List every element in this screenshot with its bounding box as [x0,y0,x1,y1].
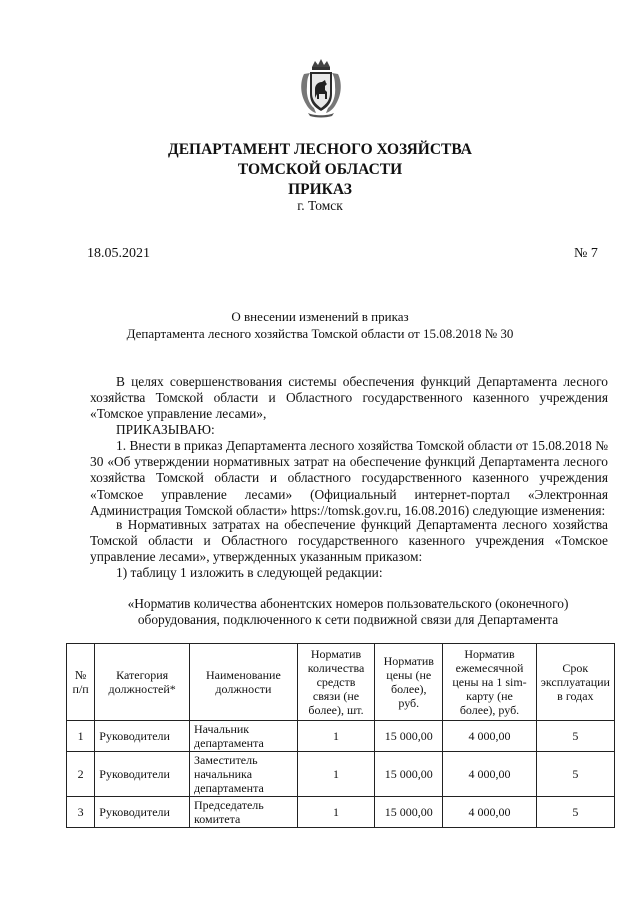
cell-position: Заместитель начальника департамента [190,752,298,797]
cell-position: Председатель комитета [190,797,298,828]
cell-category: Руководители [95,797,190,828]
cell-position: Начальник департамента [190,721,298,752]
cell-monthly-price: 4 000,00 [443,752,536,797]
cell-device-count: 1 [297,752,374,797]
subject-line-2: Департамента лесного хозяйства Томской области от 15.08.2018 № 30 [126,326,514,341]
subject-line-1: О внесении изменений в приказ [231,309,409,324]
cell-number: 2 [67,752,95,797]
cell-service-life: 5 [536,752,614,797]
cell-category: Руководители [95,752,190,797]
department-title: ДЕПАРТАМЕНТ ЛЕСНОГО ХОЗЯЙСТВА [168,141,472,158]
table-header-row [67,644,615,721]
table-row [67,797,615,828]
table-caption: «Норматив количества абонентских номеров пользовательского (оконечного) оборудования, подключенного к сети подвижной связи для Департамента [127,596,569,627]
cell-service-life: 5 [536,797,614,828]
col-header-price: Норматив цены (не более), руб. [375,644,443,721]
cell-category: Руководители [95,721,190,752]
cell-device-count: 1 [297,797,374,828]
col-header-position: Наименование должности [190,644,298,721]
coat-of-arms-icon [298,58,344,118]
cell-number: 3 [67,797,95,828]
cell-price: 15 000,00 [375,752,443,797]
cell-monthly-price: 4 000,00 [443,797,536,828]
col-header-monthly-price: Норматив ежемесячной цены на 1 sim-карту (не более), руб. [443,644,536,721]
document-date: 18.05.2021 [87,246,150,261]
region-title: ТОМСКОЙ ОБЛАСТИ [237,161,403,178]
table-row [67,721,615,752]
city: г. Томск [297,198,343,213]
table-row [67,752,615,797]
cell-service-life: 5 [536,721,614,752]
item-1-paragraph: 1. Внести в приказ Департамента лесного хозяйства Томской области от 15.08.2018 № 30 «Об утверждении нормативных затрат на обеспечение функций Департамента лесного хозяйства Томской области и областного государственного казенного учреждения «Томское управление лесами» (Официальный интернет-портал «Электронная Администрация Томской области» https://tomsk.gov.ru, 16.08.2016) следующие изменения: [90,438,608,518]
table-instruction: 1) таблицу 1 изложить в следующей редакции: [116,565,383,580]
col-header-device-count: Норматив количества средств связи (не более), шт. [297,644,374,721]
document-number: № 7 [574,246,598,261]
document-type: ПРИКАЗ [288,181,352,198]
preamble-paragraph: В целях совершенствования системы обеспечения функций Департамента лесного хозяйства Томской области и Областного государственного казенного учреждения «Томское управление лесами», [90,374,608,422]
col-header-service-life: Срок эксплуатации в годах [536,644,614,721]
col-header-number: № п/п [67,644,95,721]
norms-table [66,643,615,828]
order-keyword: ПРИКАЗЫВАЮ: [116,422,215,437]
cell-number: 1 [67,721,95,752]
cell-monthly-price: 4 000,00 [443,721,536,752]
normative-costs-paragraph: в Нормативных затратах на обеспечение функций Департамента лесного хозяйства Томской области и Областного государственного казенного учреждения «Томское управление лесами», утвержденных указанным приказом: [90,517,608,565]
cell-price: 15 000,00 [375,721,443,752]
cell-device-count: 1 [297,721,374,752]
col-header-category: Категория должностей* [95,644,190,721]
cell-price: 15 000,00 [375,797,443,828]
